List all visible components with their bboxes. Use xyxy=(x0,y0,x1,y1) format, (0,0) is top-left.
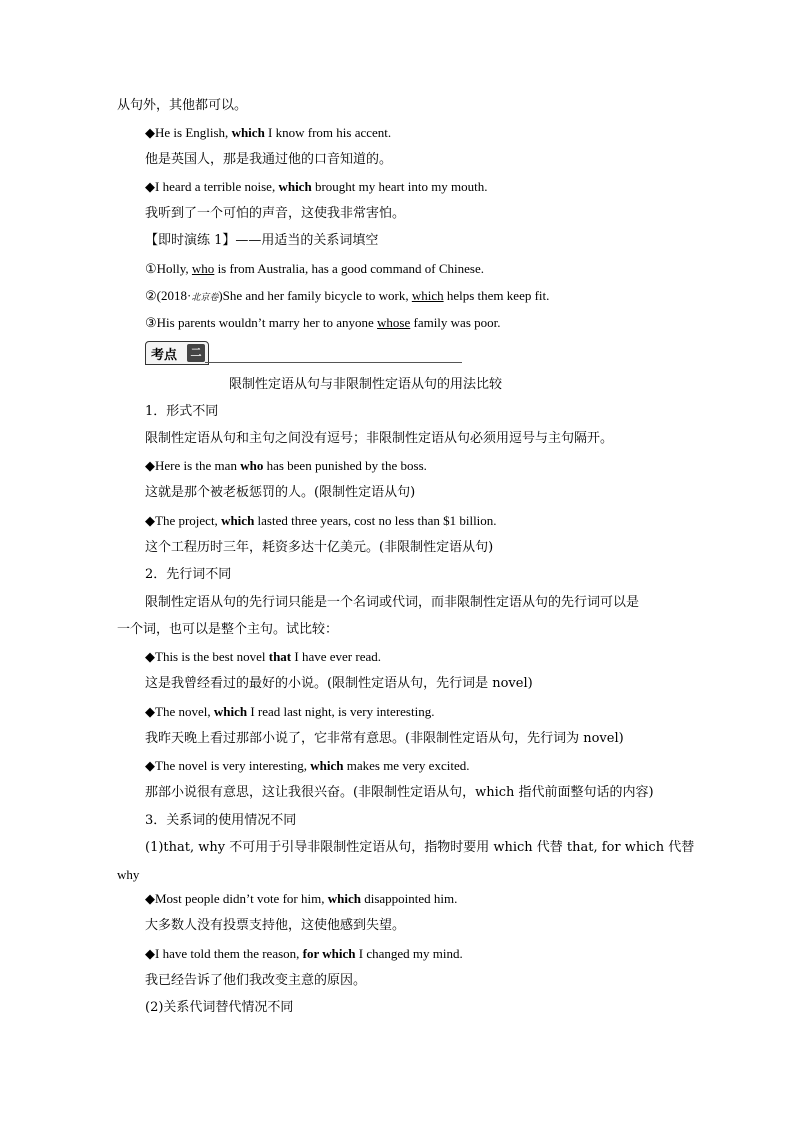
example-sentence xyxy=(145,757,469,775)
example-sentence xyxy=(145,703,434,721)
keyword: who xyxy=(240,458,264,473)
section-title: 限制性定语从句与非限制性定语从句的用法比较 xyxy=(229,377,503,392)
text-line: 一个词，也可以是整个主句。试比较： xyxy=(117,622,339,637)
practice-item xyxy=(145,314,501,332)
sentence-part: This is the best novel xyxy=(155,649,269,664)
kaodian-badge xyxy=(145,341,209,365)
bullet-icon: ◆ xyxy=(145,704,155,719)
example-sentence xyxy=(145,890,457,908)
badge-number: 二 xyxy=(187,344,205,362)
keyword: for which xyxy=(302,946,356,961)
translation: 我已经告诉了他们我改变主意的原因。 xyxy=(145,973,367,988)
answer: which xyxy=(411,288,444,303)
translation: 这个工程历时三年，耗资多达十亿美元。(非限制性定语从句) xyxy=(145,540,494,555)
translation: 这是我曾经看过的最好的小说。(限制性定语从句，先行词是 novel) xyxy=(145,676,533,691)
section-subheading: (2)关系代词替代情况不同 xyxy=(145,1000,294,1015)
sentence-part: He is English, xyxy=(155,125,232,140)
bullet-icon: ◆ xyxy=(145,649,155,664)
translation: 我昨天晚上看过那部小说了，它非常有意思。(非限制性定语从句，先行词为 novel) xyxy=(145,731,624,746)
translation: 我听到了一个可怕的声音，这使我非常害怕。 xyxy=(145,206,406,221)
keyword: which xyxy=(213,704,248,719)
sentence-part: family was poor. xyxy=(410,315,501,330)
sentence-part: I heard a terrible noise, xyxy=(155,179,279,194)
keyword: which xyxy=(327,891,361,906)
bullet-icon: ◆ xyxy=(145,179,155,194)
translation: 大多数人没有投票支持他，这使他感到失望。 xyxy=(145,918,406,933)
divider xyxy=(205,362,462,363)
practice-title: 【即时演练 1】——用适当的关系词填空 xyxy=(145,233,379,248)
source-tag: 北京卷 xyxy=(191,292,219,302)
translation: 他是英国人，那是我通过他的口音知道的。 xyxy=(145,152,393,167)
example-sentence xyxy=(145,512,497,530)
text-line: why xyxy=(117,867,140,882)
answer: who xyxy=(191,261,215,276)
badge-label: 考点 xyxy=(151,348,178,363)
sentence-part: helps them keep fit. xyxy=(443,288,550,303)
keyword: which xyxy=(278,179,312,194)
section-heading: 1．形式不同 xyxy=(145,404,219,419)
bullet-icon: ◆ xyxy=(145,458,155,473)
text-line: (1)that, why 不可用于引导非限制性定语从句，指物时要用 which 代替 that, for which 代替 xyxy=(145,840,695,855)
keyword: which xyxy=(231,125,265,140)
sentence-part: The project, xyxy=(155,513,222,528)
sentence-part: ③His parents wouldn’t marry her to anyone xyxy=(145,315,378,330)
keyword: that xyxy=(268,649,292,664)
sentence-part: The novel, xyxy=(155,704,214,719)
text-line: 从句外，其他都可以。 xyxy=(117,98,248,113)
sentence-part: Most people didn’t vote for him, xyxy=(155,891,328,906)
sentence-part: disappointed him. xyxy=(360,891,458,906)
example-sentence xyxy=(145,945,463,963)
keyword: which xyxy=(221,513,255,528)
sentence-part: I know from his accent. xyxy=(264,125,392,140)
bullet-icon: ◆ xyxy=(145,513,155,528)
example-sentence xyxy=(145,178,488,196)
section-heading: 3．关系词的使用情况不同 xyxy=(145,813,297,828)
translation: 那部小说很有意思，这让我很兴奋。(非限制性定语从句，which 指代前面整句话的内容) xyxy=(145,785,654,800)
practice-item xyxy=(145,260,484,278)
keyword: which xyxy=(310,758,344,773)
text-line: 限制性定语从句和主句之间没有逗号；非限制性定语从句必须用逗号与主句隔开。 xyxy=(145,431,614,446)
answer: whose xyxy=(377,315,411,330)
sentence-part: I have ever read. xyxy=(291,649,381,664)
sentence-part: has been punished by the boss. xyxy=(263,458,427,473)
bullet-icon: ◆ xyxy=(145,891,155,906)
sentence-part: ②(2018· xyxy=(145,288,192,303)
example-sentence xyxy=(145,648,381,666)
text-line: 限制性定语从句的先行词只能是一个名词或代词，而非限制性定语从句的先行词可以是 xyxy=(145,595,640,610)
sentence-part: I changed my mind. xyxy=(355,946,463,961)
example-sentence xyxy=(145,124,391,142)
sentence-part: makes me very excited. xyxy=(343,758,470,773)
sentence-part: is from Australia, has a good command of Chinese. xyxy=(214,261,485,276)
sentence-part: brought my heart into my mouth. xyxy=(311,179,488,194)
sentence-part: I read last night, is very interesting. xyxy=(247,704,435,719)
example-sentence xyxy=(145,457,427,475)
sentence-part: I have told them the reason, xyxy=(155,946,303,961)
translation: 这就是那个被老板惩罚的人。(限制性定语从句) xyxy=(145,485,416,500)
practice-item xyxy=(145,287,549,306)
sentence-part: Here is the man xyxy=(155,458,241,473)
bullet-icon: ◆ xyxy=(145,758,155,773)
sentence-part: The novel is very interesting, xyxy=(155,758,311,773)
section-heading: 2．先行词不同 xyxy=(145,567,232,582)
sentence-part: ①Holly, xyxy=(145,261,192,276)
bullet-icon: ◆ xyxy=(145,125,155,140)
sentence-part: lasted three years, cost no less than $1 billion. xyxy=(254,513,497,528)
bullet-icon: ◆ xyxy=(145,946,155,961)
sentence-part: )She and her family bicycle to work, xyxy=(218,288,412,303)
